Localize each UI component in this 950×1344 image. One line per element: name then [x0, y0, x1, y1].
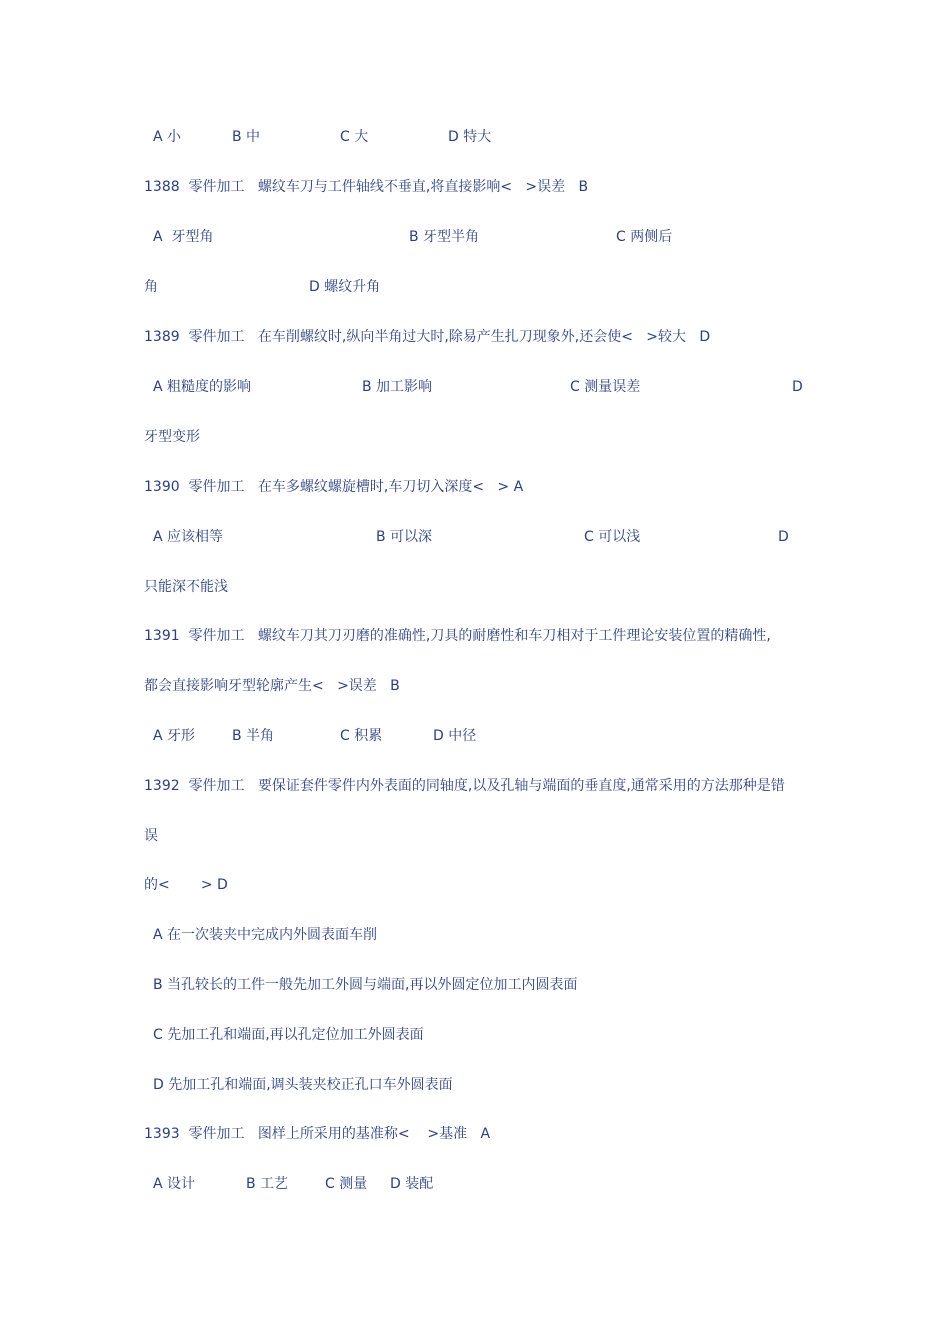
- question-continued: [144, 875, 228, 895]
- option-c-continued: 角: [144, 279, 158, 295]
- option-row: [144, 427, 200, 447]
- option-row: [144, 925, 378, 945]
- question-continued: [144, 676, 400, 696]
- question-text: 1388 零件加工 螺纹车刀与工件轴线不垂直,将直接影响< >误差 B: [144, 179, 589, 195]
- question-1390: [144, 477, 524, 497]
- question-1389: [144, 327, 711, 347]
- option-a: A 小: [153, 129, 182, 145]
- question-text: 1391 零件加工 螺纹车刀其刀刃磨的准确性,刀具的耐磨性和车刀相对于工件理论安装位置的精确性,: [144, 628, 771, 644]
- option-a: A 牙形: [153, 728, 196, 744]
- option-c: C 先加工孔和端面,再以孔定位加工外圆表面: [153, 1027, 424, 1043]
- question-1392: [144, 776, 785, 796]
- question-continued: [144, 826, 162, 846]
- option-b: B 半角: [232, 728, 275, 744]
- option-d-continued: 只能深不能浅: [144, 579, 228, 595]
- question-text: 1389 零件加工 在车削螺纹时,纵向半角过大时,除易产生扎刀现象外,还会使< >较大 D: [144, 329, 711, 345]
- option-c: C 可以浅: [584, 529, 641, 545]
- option-d: D: [778, 529, 789, 545]
- option-d: D 中径: [433, 728, 477, 744]
- option-row: [144, 527, 789, 547]
- option-row: [144, 277, 381, 297]
- option-d: D: [792, 379, 803, 395]
- question-text: 1392 零件加工 要保证套件零件内外表面的同轴度,以及孔轴与端面的垂直度,通常采用的方法那种是错: [144, 778, 785, 794]
- option-d: D 特大: [448, 129, 492, 145]
- option-row: [144, 975, 578, 995]
- option-b: B 加工影响: [362, 379, 433, 395]
- option-a: A 粗糙度的影响: [153, 379, 252, 395]
- option-row: [144, 1174, 434, 1194]
- option-a: A 在一次装夹中完成内外圆表面车削: [153, 927, 378, 943]
- option-b: B 当孔较长的工件一般先加工外圆与端面,再以外圆定位加工内圆表面: [153, 977, 578, 993]
- question-text: 1393 零件加工 图样上所采用的基准称< >基准 A: [144, 1126, 491, 1142]
- option-d: D 螺纹升角: [309, 279, 381, 295]
- option-row: [144, 127, 492, 147]
- option-c: C 测量误差: [570, 379, 641, 395]
- question-1388: [144, 177, 589, 197]
- question-1393: [144, 1124, 491, 1144]
- option-a: A 应该相等: [153, 529, 224, 545]
- option-d: D 先加工孔和端面,调头装夹校正孔口车外圆表面: [153, 1077, 453, 1093]
- option-c: C 积累: [340, 728, 383, 744]
- option-b: B 工艺: [246, 1176, 289, 1192]
- question-text: 1390 零件加工 在车多螺纹螺旋槽时,车刀切入深度< > A: [144, 479, 524, 495]
- option-c: C 大: [340, 129, 369, 145]
- option-c: C 两侧后: [616, 229, 673, 245]
- option-row: [144, 227, 673, 247]
- question-text-continued: 都会直接影响牙型轮廓产生< >误差 B: [144, 678, 400, 694]
- option-row: [144, 1075, 453, 1095]
- option-b: B 牙型半角: [409, 229, 480, 245]
- option-row: [144, 377, 803, 397]
- option-a: A 牙型角: [153, 229, 214, 245]
- option-b: B 可以深: [376, 529, 433, 545]
- question-answer: 的< > D: [144, 877, 228, 893]
- option-row: [144, 577, 228, 597]
- option-d: D 装配: [390, 1176, 434, 1192]
- question-1391: [144, 626, 771, 646]
- option-a: A 设计: [153, 1176, 196, 1192]
- option-c: C 测量: [325, 1176, 368, 1192]
- option-d-continued: 牙型变形: [144, 429, 200, 445]
- option-row: [144, 1025, 424, 1045]
- question-text-continued: 误: [144, 828, 158, 844]
- option-b: B 中: [232, 129, 261, 145]
- option-row: [144, 726, 477, 746]
